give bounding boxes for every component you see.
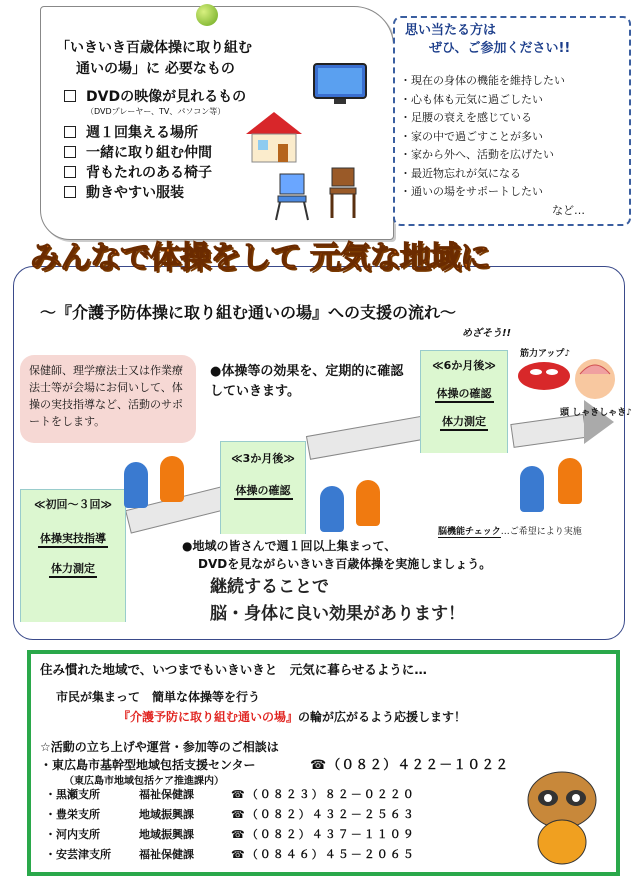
wooden-chair-icon	[326, 166, 360, 220]
center-sub: （東広島市地域包括ケア推進課内）	[64, 776, 224, 787]
branch-row: ・河内支所 地域振興課 ☎（０８２）４３７－１１０９	[45, 828, 416, 841]
invite-item: ・心も体も元気に過ごしたい	[400, 92, 543, 106]
requirement-item: 一緒に取り組む仲間	[64, 142, 246, 162]
invite-item: ・最近物忘れが気になる	[400, 166, 521, 180]
house-icon	[244, 110, 304, 164]
highlight-text: 『介護予防に取り組む通いの場』	[118, 710, 299, 724]
brain-head-icon	[572, 356, 618, 402]
tanuki-mascot-icon	[520, 766, 604, 866]
invite-item: ・家から外へ、活動を広げたい	[400, 148, 554, 161]
bottom-lead: 住み慣れた地域で、いつまでもいきいきと 元気に暮らせるように…	[40, 662, 427, 677]
branch-list	[45, 786, 416, 866]
requirement-note: （DVDプレーヤー、TV、パソコン等）	[86, 107, 226, 116]
bottom-line2: 市民が集まって 簡単な体操等を行う	[56, 690, 261, 704]
branch-row: ・豊栄支所 地域振興課 ☎（０８２）４３２－２５６３	[45, 808, 416, 821]
tag-exercise-check: 体操の確認	[435, 385, 494, 403]
headline: みんなで体操をして 元気な地域に	[30, 240, 490, 276]
bottom-line3: 『介護予防に取り組む通いの場』の輪が広がるよう応援します！	[118, 710, 467, 724]
tv-icon	[312, 62, 368, 106]
person-exercising-icon	[558, 458, 582, 504]
center-phone: ☎（０８２）４２２－１０２２	[310, 758, 510, 773]
flow-title: ～『介護予防体操に取り組む通いの場』への支援の流れ～	[40, 303, 457, 322]
muscle-up-label: 筋力アップ♪	[520, 349, 571, 359]
person-exercising-icon	[520, 466, 544, 512]
person-exercising-icon	[356, 480, 380, 526]
continue-text: 継続することで 脳・身体に良い効果があります！	[210, 577, 465, 624]
brain-check-label: 脳機能チェック	[438, 527, 501, 537]
branch-row: ・黒瀬支所 福祉保健課 ☎（０８２３）８２－０２２０	[45, 788, 416, 801]
invite-list	[400, 72, 585, 220]
tag-exercise-guidance: 体操実技指導	[38, 530, 108, 548]
tag-fitness-test: 体力測定	[49, 560, 97, 578]
step-3months: ≪3か月後≫ 体操の確認	[220, 441, 306, 534]
branch-row: ・安芸津支所 福祉保健課 ☎（０８４６）４５－２０６５	[45, 848, 416, 861]
tag-exercise-check: 体操の確認	[234, 482, 293, 500]
requirements-list	[64, 86, 246, 202]
checkbox-icon	[64, 126, 76, 138]
person-exercising-icon	[124, 462, 148, 508]
step-initial: ≪初回～３回≫ 体操実技指導 体力測定	[20, 489, 126, 622]
checkbox-icon	[64, 186, 76, 198]
pin-icon	[196, 4, 218, 26]
weekly-text: ●地域の皆さんで週１回以上集まって、 DVDを見ながらいきいき百歳体操を実施しましょう。	[182, 539, 492, 571]
chair-icon	[272, 170, 312, 222]
head-clear-label: 頭 しゃきしゃき♪	[560, 408, 632, 418]
requirement-item: DVDの映像が見れるもの	[64, 86, 246, 106]
checkbox-icon	[64, 90, 76, 102]
checkbox-icon	[64, 146, 76, 158]
brain-check-note: …ご希望により実施	[500, 527, 582, 537]
support-note: 保健師、理学療法士又は作業療法士等が会場にお伺いして、体操の実技指導など、活動のサポートをします。	[20, 355, 196, 443]
effect-check-text: ●体操等の効果を、定期的に確認していきます。	[210, 364, 404, 399]
invite-title: 思い当たる方は ぜひ、ご参加ください!!	[405, 23, 571, 56]
center-name: ・東広島市基幹型地域包括支援センター	[40, 758, 256, 772]
requirement-item: 背もたれのある椅子	[64, 162, 246, 182]
person-exercising-icon	[320, 486, 344, 532]
requirement-item: 動きやすい服装	[64, 182, 246, 202]
checkbox-icon	[64, 166, 76, 178]
brain-check-row	[438, 524, 582, 537]
invite-item: ・家の中で過ごすことが多い	[400, 129, 543, 143]
requirement-item: 週１回集える場所	[64, 122, 246, 142]
invite-etc: など…	[552, 203, 585, 217]
person-exercising-icon	[160, 456, 184, 502]
invite-item: ・通いの場をサポートしたい	[400, 185, 543, 198]
tag-fitness-test: 体力測定	[440, 413, 488, 431]
invite-item: ・足腰の衰えを感じている	[400, 111, 532, 124]
muscle-icon	[516, 356, 572, 396]
mezasou-label: めざそう!!	[462, 328, 512, 339]
invite-item: ・現在の身体の機能を維持したい	[400, 74, 565, 87]
requirements-title: 「いきいき百歳体操に取り組む 通いの場」に 必要なもの	[56, 40, 252, 77]
step-6months: ≪6か月後≫ 体操の確認 体力測定	[420, 350, 508, 453]
consult-text: ☆活動の立ち上げや運営・参加等のご相談は	[40, 740, 279, 754]
